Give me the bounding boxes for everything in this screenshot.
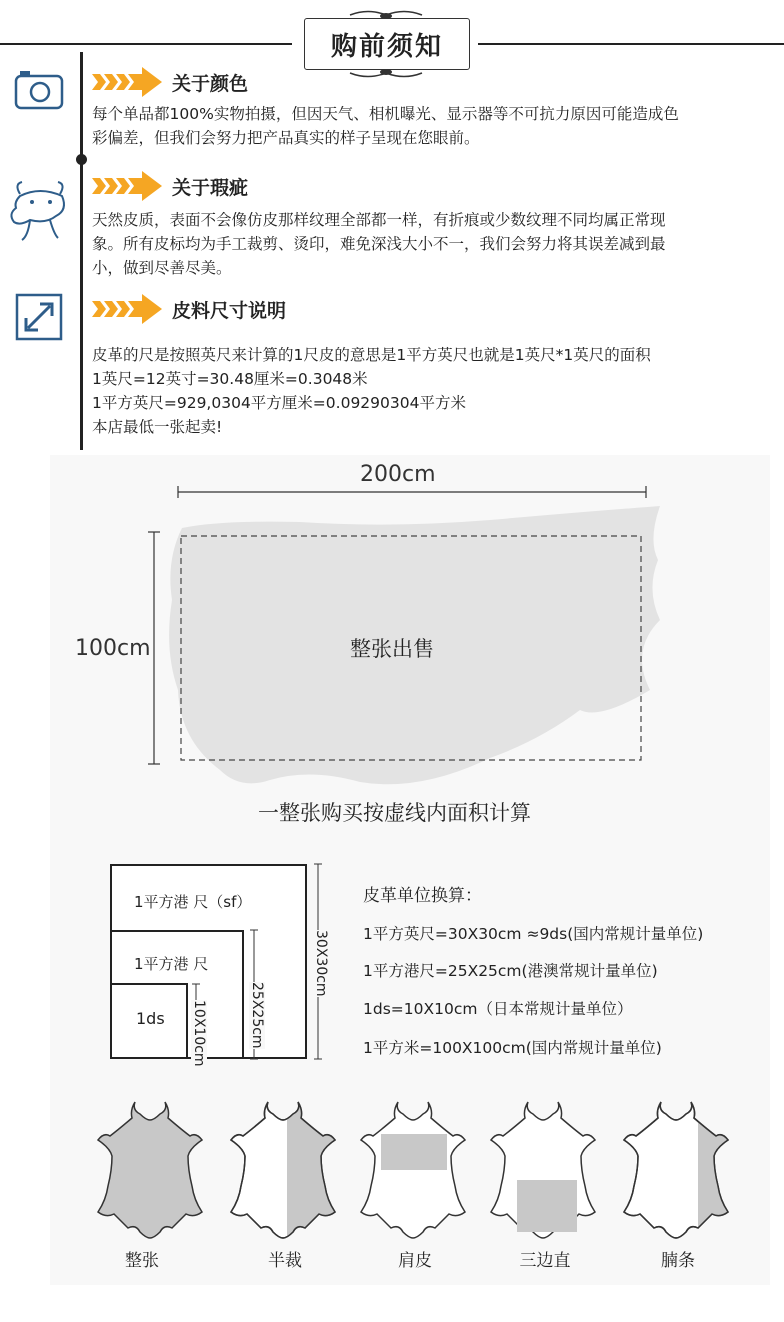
section-color-text: [92, 102, 772, 150]
unit-line: 1平方米=100X100cm(国内常规计量单位): [363, 1039, 662, 1057]
dim-25-label: 25X25cm: [249, 982, 265, 1049]
resize-arrow-icon: [15, 293, 63, 341]
full-sale-label: 整张出售: [350, 637, 434, 661]
height-label: 100cm: [75, 636, 151, 661]
unit-line: 1平方英尺=30X30cm ≈9ds(国内常规计量单位): [363, 925, 704, 943]
text-line: 1英尺=12英寸=30.48厘米=0.3048米: [92, 370, 368, 388]
diagram-caption: 一整张购买按虚线内面积计算: [258, 801, 531, 825]
square-sf-label: 1平方港 尺（sf）: [134, 893, 252, 911]
ornament-bottom-icon: [348, 66, 424, 80]
section-flaw-heading: [92, 169, 248, 203]
timeline-line: [80, 52, 83, 450]
section-flaw-text: [92, 208, 772, 280]
hide-label: 腩条: [661, 1251, 695, 1271]
hide-label: 半裁: [268, 1251, 302, 1271]
section-heading-label: 皮料尺寸说明: [172, 299, 287, 322]
page-title: 购前须知: [304, 18, 470, 70]
hide-shoulder: [361, 1102, 465, 1238]
text-line: 天然皮质，表面不会像仿皮那样纹理全部都一样，有折痕或少数纹理不同均属正常现: [92, 211, 666, 229]
timeline-dot: [76, 154, 87, 165]
unit-line: 1平方港尺=25X25cm(港澳常规计量单位): [363, 962, 658, 980]
units-title: 皮革单位换算：: [363, 886, 482, 906]
square-ds-label: 1ds: [136, 1009, 165, 1028]
unit-line: 1ds=10X10cm（日本常规计量单位）: [363, 1000, 633, 1018]
header-rule-right: [478, 43, 784, 45]
hide-half: [231, 1100, 347, 1240]
text-line: 象。所有皮标均为手工裁剪、烫印，难免深浅大小不一，我们会努力将其误差减到最: [92, 235, 666, 253]
hide-label: 三边直: [519, 1251, 571, 1271]
section-color-heading: [92, 65, 248, 99]
chevron-arrow-icon: [92, 171, 162, 201]
camera-icon: [14, 68, 64, 110]
hide-label: 肩皮: [398, 1251, 432, 1271]
hide-three-side: [491, 1102, 595, 1238]
header-rule-left: [0, 43, 292, 45]
text-line: 1平方英尺=929,0304平方厘米=0.09290304平方米: [92, 394, 466, 412]
section-heading-label: 关于颜色: [172, 72, 249, 95]
hide-belly-strip: [624, 1100, 738, 1240]
text-line: 小，做到尽善尽美。: [92, 259, 232, 277]
text-line: 皮革的尺是按照英尺来计算的1尺皮的意思是1平方英尺也就是1英尺*1英尺的面积: [92, 346, 651, 364]
text-line: 本店最低一张起卖!: [92, 418, 223, 436]
chevron-arrow-icon: [92, 67, 162, 97]
dim-30-label: 30X30cm: [313, 930, 329, 997]
width-label: 200cm: [360, 462, 436, 487]
section-size-text: [92, 343, 772, 439]
hide-whole: [98, 1102, 202, 1238]
text-line: 彩偏差，但我们会努力把产品真实的样子呈现在您眼前。: [92, 129, 480, 147]
bull-icon: [6, 180, 74, 244]
section-size-heading: [92, 292, 286, 326]
section-heading-label: 关于瑕疵: [172, 176, 249, 199]
width-dimension-line: [176, 484, 648, 500]
dim-10-label: 10X10cm: [191, 1000, 207, 1067]
square-hk-label: 1平方港 尺: [134, 955, 209, 973]
hide-label: 整张: [125, 1251, 159, 1271]
chevron-arrow-icon: [92, 294, 162, 324]
hide-cuts-row: [80, 1100, 760, 1240]
text-line: 每个单品都100%实物拍摄，但因天气、相机曝光、显示器等不可抗力原因可能造成色: [92, 105, 679, 123]
